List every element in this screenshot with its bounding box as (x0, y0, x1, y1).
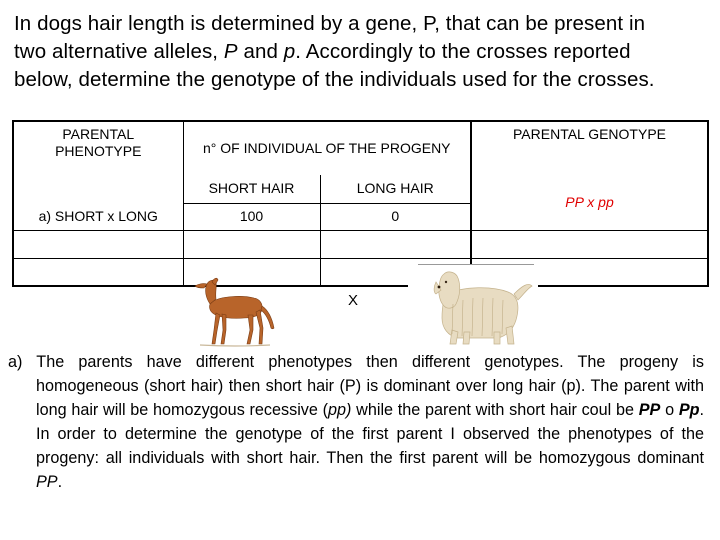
intro-line-2 (14, 38, 714, 66)
phenotype-cell-b (13, 230, 183, 258)
long-haired-dog-image (408, 264, 538, 348)
genotype-PP-final: PP (36, 473, 58, 491)
explanation-span: a) The parents have different phenotypes then different genotypes. The progeny is homogeneous (short hair) then short hair (P) is dominant over long hair (p). The parent with long hair will be homozygous recessive ( (8, 353, 704, 419)
explanation-span: o (660, 401, 679, 419)
explanation-text (8, 350, 704, 494)
header-genotype-label: PARENTAL GENOTYPE (513, 126, 666, 142)
allele-P: P (223, 40, 238, 63)
intro-text: and (237, 40, 284, 63)
cross-symbol: X (348, 292, 359, 309)
explanation-span: . In order to determine the genotype of the first parent I observed the phenotypes of the progeny: all individuals with short hair. Then the first parent will be homozygous dominant (36, 401, 705, 467)
genotype-PP: PP (638, 401, 661, 419)
count-short-b (183, 230, 320, 258)
count-long-b (320, 230, 471, 258)
header-phenotype-line-2: PHENOTYPE (55, 143, 142, 159)
subheader-short-hair: SHORT HAIR (183, 175, 320, 203)
count-short-a: 100 (183, 203, 320, 230)
phenotype-cell-a: a) SHORT x LONG (13, 203, 183, 230)
header-parental-phenotype (13, 121, 183, 175)
header-progeny-count: n° OF INDIVIDUAL OF THE PROGENY (183, 121, 471, 175)
intro-text: . Accordingly to the crosses reported (295, 40, 631, 63)
intro-text: two alternative alleles, (14, 40, 224, 63)
header-phenotype-line-1: PARENTAL (62, 126, 135, 142)
genotype-value: PP x pp (565, 193, 614, 210)
count-long-a: 0 (320, 203, 471, 230)
phenotype-cell-c (13, 258, 183, 286)
explanation-span: while the parent with short hair coul be (351, 401, 639, 419)
subheader-long-hair: LONG HAIR (320, 175, 471, 203)
explanation-span: . (57, 473, 63, 491)
intro-line-3: below, determine the genotype of the individuals used for the crosses. (14, 68, 655, 91)
explanation-paragraph (8, 350, 704, 494)
header-parental-genotype (471, 121, 708, 175)
genotype-pp-recessive: pp) (328, 401, 352, 419)
genotype-Pp: Pp (678, 401, 700, 419)
allele-p: p (283, 40, 296, 63)
intro-paragraph (14, 10, 714, 94)
cross-table (12, 120, 709, 287)
short-haired-dog-image (190, 268, 280, 348)
intro-line-1: In dogs hair length is determined by a gene, P, that can be present in (14, 12, 646, 35)
genotype-cell-b (471, 230, 708, 258)
phenotype-spacer (13, 175, 183, 203)
genotype-cell-a (471, 175, 708, 230)
